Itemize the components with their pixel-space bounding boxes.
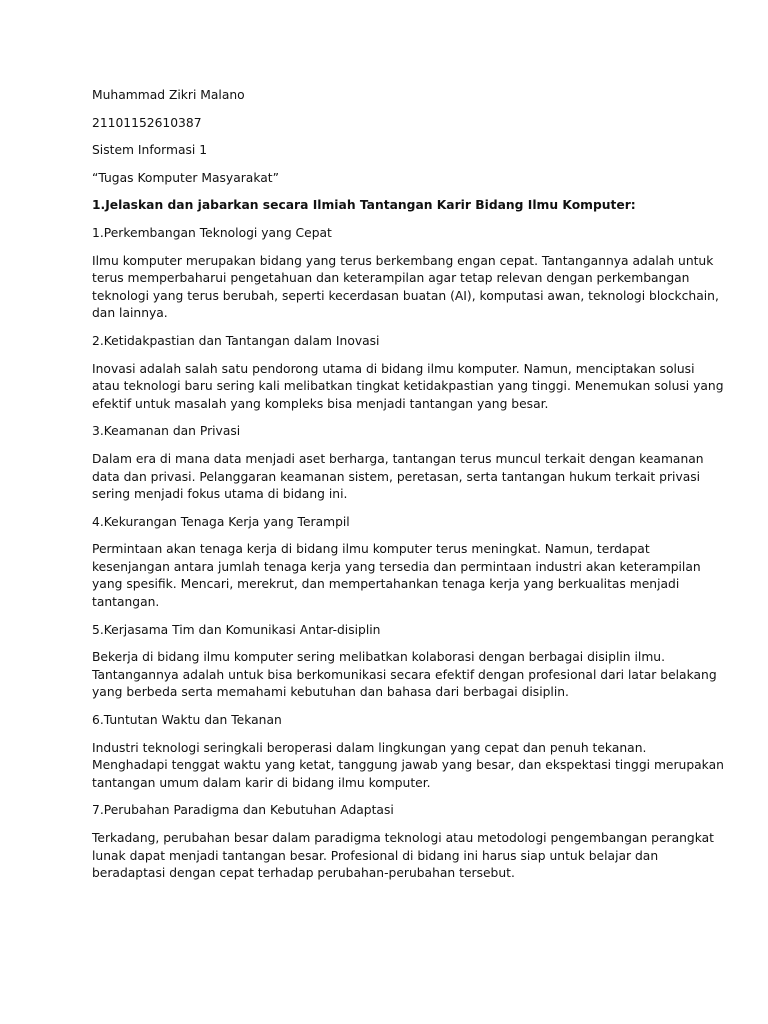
section-heading: 4.Kekurangan Tenaga Kerja yang Terampil [92, 514, 350, 529]
question-heading: 1.Jelaskan dan jabarkan secara Ilmiah Tantangan Karir Bidang Ilmu Komputer: [92, 198, 636, 213]
paragraph-line: Menghadapi tenggat waktu yang ketat, tanggung jawab yang besar, dan ekspektasi tinggi merupakan [92, 758, 724, 773]
section-paragraph [92, 451, 704, 504]
section-paragraph [92, 541, 701, 611]
section-paragraph [92, 361, 724, 414]
section-heading: 5.Kerjasama Tim dan Komunikasi Antar-disiplin [92, 622, 381, 637]
paragraph-line: data dan privasi. Pelanggaran keamanan sistem, peretasan, serta tantangan hukum terkait privasi [92, 469, 701, 484]
paragraph-line: efektif untuk masalah yang kompleks bisa menjadi tantangan yang besar. [92, 396, 549, 411]
paragraph-line: teknologi yang terus berubah, seperti kecerdasan buatan (AI), komputasi awan, teknologi blockchain, [92, 288, 719, 303]
paragraph-line: sering menjadi fokus utama di bidang ini. [92, 487, 348, 502]
author-name: Muhammad Zikri Malano [92, 88, 245, 102]
paragraph-line: tantangan. [92, 595, 160, 610]
class-name: Sistem Informasi 1 [92, 143, 208, 158]
student-id: 21101152610387 [92, 115, 202, 130]
assignment-title: “Tugas Komputer Masyarakat” [92, 170, 279, 185]
section-paragraph [92, 740, 724, 793]
section-heading: 1.Perkembangan Teknologi yang Cepat [92, 225, 332, 240]
paragraph-line: lunak dapat menjadi tantangan besar. Profesional di bidang ini harus siap untuk belajar dan [92, 848, 659, 863]
section-heading: 6.Tuntutan Waktu dan Tekanan [92, 713, 282, 728]
paragraph-line: Inovasi adalah salah satu pendorong utama di bidang ilmu komputer. Namun, menciptakan solusi [92, 361, 695, 376]
section-heading: 7.Perubahan Paradigma dan Kebutuhan Adaptasi [92, 803, 394, 818]
paragraph-line: tantangan umum dalam karir di bidang ilmu komputer. [92, 775, 431, 790]
paragraph-line: Bekerja di bidang ilmu komputer sering melibatkan kolaborasi dengan berbagai disiplin ilmu. [92, 650, 666, 665]
section-heading: 3.Keamanan dan Privasi [92, 424, 241, 439]
paragraph-line: terus memperbaharui pengetahuan dan keterampilan agar tetap relevan dengan perkembangan [92, 271, 690, 286]
paragraph-line: Ilmu komputer merupakan bidang yang terus berkembang engan cepat. Tantangannya adalah untuk [92, 253, 714, 268]
paragraph-line: kesenjangan antara jumlah tenaga kerja yang tersedia dan permintaan industri akan keterampilan [92, 559, 701, 574]
paragraph-line: Permintaan akan tenaga kerja di bidang ilmu komputer terus meningkat. Namun, terdapat [92, 542, 650, 557]
section-paragraph [92, 830, 714, 883]
section-paragraph [92, 253, 719, 323]
paragraph-line: yang berbeda serta memahami kebutuhan dan bahasa dari berbagai disiplin. [92, 685, 569, 700]
paragraph-line: Terkadang, perubahan besar dalam paradigma teknologi atau metodologi pengembangan perangkat [92, 831, 714, 845]
section-heading: 2.Ketidakpastian dan Tantangan dalam Inovasi [92, 333, 380, 348]
section-paragraph [92, 649, 717, 702]
paragraph-line: atau teknologi baru sering kali melibatkan tingkat ketidakpastian yang tinggi. Menemukan solusi yang [92, 379, 724, 394]
sections-container [92, 225, 724, 883]
paragraph-line: beradaptasi dengan cepat terhadap perubahan-perubahan tersebut. [92, 866, 515, 881]
paragraph-line: dan lainnya. [92, 306, 168, 321]
paragraph-line: Tantangannya adalah untuk bisa berkomunikasi secara efektif dengan profesional dari latar belakang [92, 667, 717, 682]
paragraph-line: Dalam era di mana data menjadi aset berharga, tantangan terus muncul terkait dengan keamanan [92, 451, 704, 466]
paragraph-line: yang spesifik. Mencari, merekrut, dan mempertahankan tenaga kerja yang berkualitas menjadi [92, 577, 680, 592]
paragraph-line: Industri teknologi seringkali beroperasi dalam lingkungan yang cepat dan penuh tekanan. [92, 740, 647, 755]
